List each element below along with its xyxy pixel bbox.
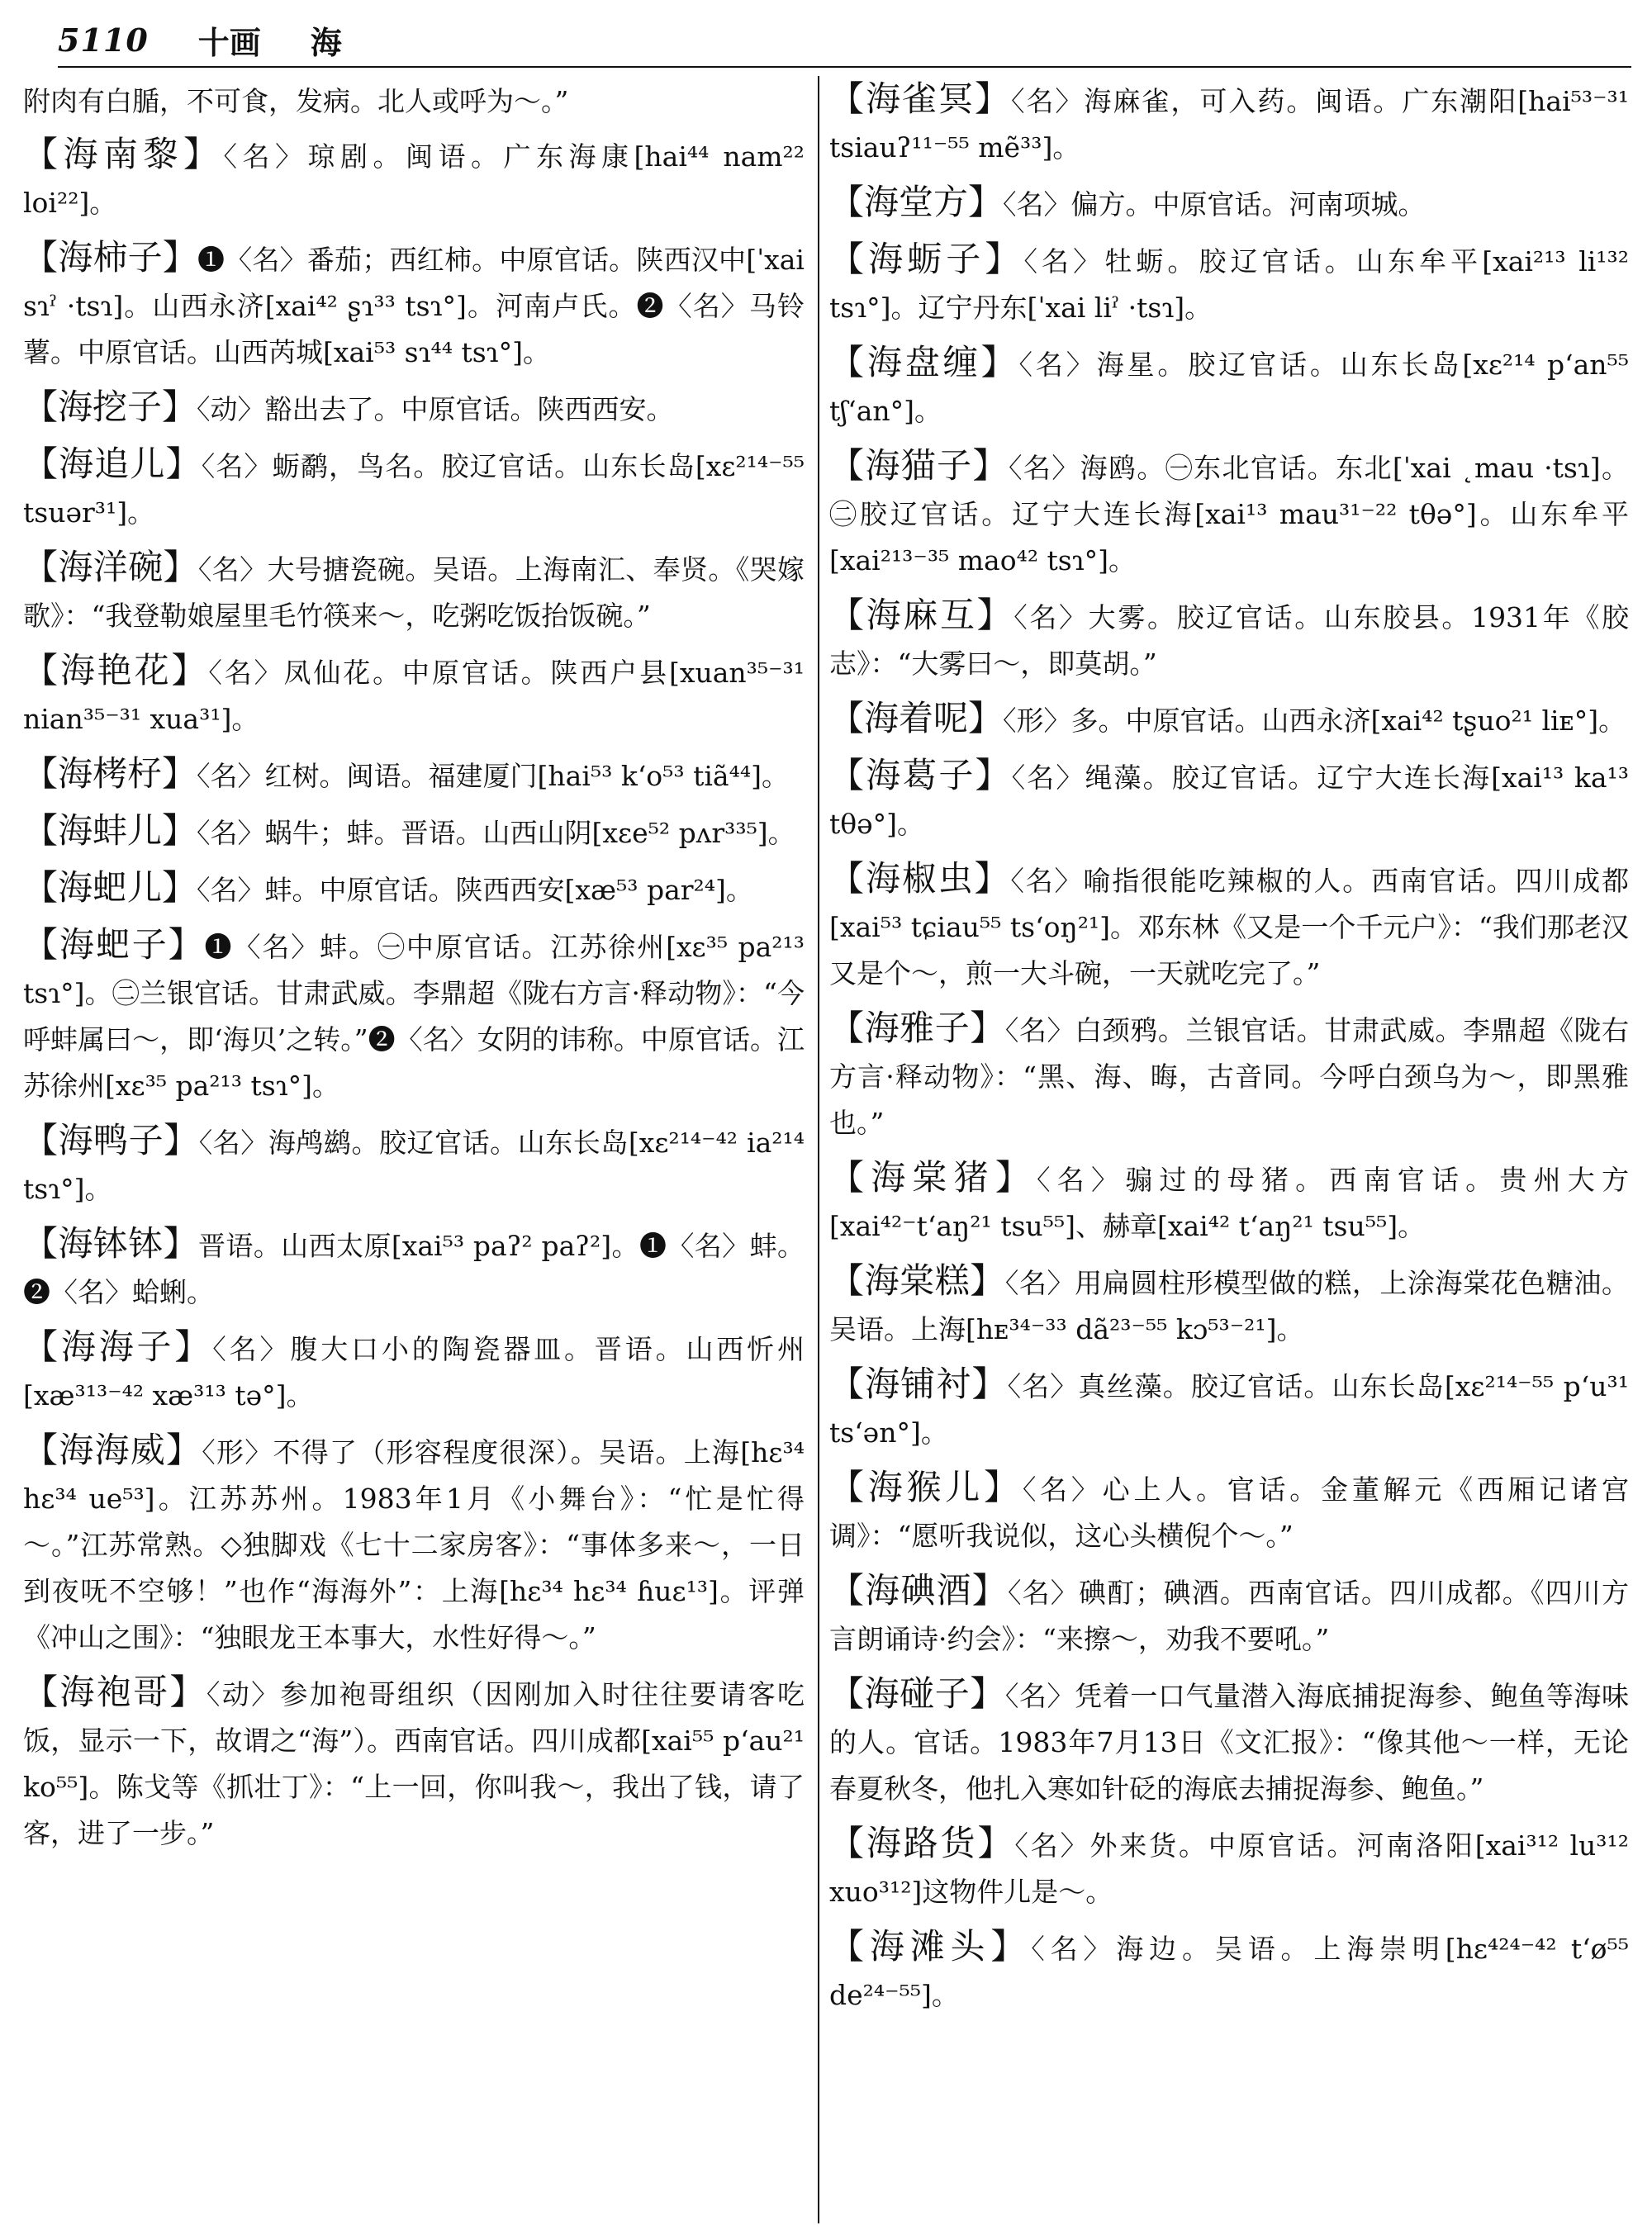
entry-headword: 【海雀冥】 (829, 78, 1011, 119)
dictionary-entry (829, 695, 1629, 744)
entry-definition: 〈名〉海鸥。㊀东北官话。东北[ˈxai ˛mau ·tsɿ]。㊁胶辽官话。辽宁大连长海[xai¹³ mau³¹⁻²² tθə°]。山东牟平[xai²¹³⁻³⁵ mao⁴² tsɿ°]。 (829, 452, 1629, 576)
entry-headword: 【海袍哥】 (23, 1672, 206, 1712)
entry-definition: ❶〈名〉番茄；西红柿。中原官话。陕西汉中[ˈxai sɿˀ ·tsɿ]。山西永济[xai⁴² ʂɿ³³ tsɿ°]。河南卢氏。❷〈名〉马铃薯。中原官话。山西芮城[xai⁵³ sɿ⁴⁴ tsɿ°]。 (23, 244, 805, 368)
entry-headword: 【海蚆子】 (23, 924, 205, 965)
entry-definition: 〈名〉凤仙花。中原官话。陕西户县[xuan³⁵⁻³¹ nian³⁵⁻³¹ xua³¹]。 (23, 657, 805, 735)
header-rule (58, 66, 1631, 68)
entry-headword: 【海葛子】 (829, 755, 1012, 795)
dictionary-entry (23, 865, 805, 913)
entry-definition: 〈名〉大雾。胶辽官话。山东胶县。1931年《胶志》：“大雾曰～，即莫胡。” (829, 601, 1629, 680)
dictionary-entry (829, 236, 1629, 331)
entry-headword: 【海海子】 (23, 1326, 213, 1367)
entry-definition: 〈动〉豁出去了。中原官话。陕西西安。 (197, 393, 674, 425)
dictionary-entry (829, 1005, 1629, 1146)
entry-definition: 〈名〉蚌。中原官话。陕西西安[xæ⁵³ par²⁴]。 (197, 874, 753, 906)
dictionary-entry (829, 1671, 1629, 1812)
entry-definition: 〈名〉大号搪瓷碗。吴语。上海南汇、奉贤。《哭嫁歌》：“我登勒娘屋里毛竹筷来～，吃粥吃饭抬饭碗。” (23, 553, 805, 632)
entry-headword: 【海追儿】 (23, 444, 202, 484)
entry-headword: 【海麻互】 (829, 595, 1014, 635)
entry-headword: 【海鸭子】 (23, 1120, 199, 1160)
entry-headword: 【海铺衬】 (829, 1364, 1008, 1404)
entry-headword: 【海栲杍】 (23, 753, 197, 794)
entry-headword: 【海蚌儿】 (23, 810, 197, 851)
entry-headword: 【海雅子】 (829, 1008, 1005, 1048)
entry-definition: 〈名〉海鸬鹚。胶辽官话。山东长岛[xɛ²¹⁴⁻⁴² ia²¹⁴ tsɿ°]。 (23, 1127, 805, 1205)
entry-definition: 〈名〉腹大口小的陶瓷器皿。晋语。山西忻州[xæ³¹³⁻⁴² xæ³¹³ tə°]。 (23, 1333, 805, 1412)
entry-definition: 〈名〉白颈鸦。兰银官话。甘肃武威。李鼎超《陇右方言·释动物》：“黑、海、晦，古音同。今呼白颈乌为～，即黑雅也。” (829, 1014, 1629, 1139)
entry-definition: 〈名〉牡蛎。胶辽官话。山东牟平[xai²¹³ li¹³² tsɿ°]。辽宁丹东[ˈxai liˀ ·tsɿ]。 (829, 245, 1629, 324)
dictionary-entry (23, 1427, 805, 1661)
dictionary-entry (23, 1669, 805, 1857)
entry-definition: ❶〈名〉蚌。㊀中原官话。江苏徐州[xɛ³⁵ pa²¹³ tsɿ°]。㊁兰银官话。甘肃武威。李鼎超《陇右方言·释动物》：“今呼蚌属曰～，即‘海贝’之转。”❷〈名〉女阴的讳称。中原官话。江苏徐州[xɛ³⁵ pa²¹³ tsɿ°]。 (23, 931, 805, 1102)
entry-definition: 〈形〉不得了（形容程度很深）。吴语。上海[hɛ³⁴ hɛ³⁴ ue⁵³]。江苏苏州。1983年1月《小舞台》：“忙是忙得～。”江苏常熟。◇独脚戏《七十二家房客》：“事体多来～，一日到夜呒不空够！”也作“海海外”：上海[hɛ³⁴ hɛ³⁴ ɦuɛ¹³]。评弹《冲山之围》：“独眼龙王本事大，水性好得～。” (23, 1436, 805, 1654)
dictionary-entry (23, 1221, 805, 1316)
dictionary-entry (23, 544, 805, 639)
entry-headword: 【海猴儿】 (829, 1467, 1023, 1507)
entry-headword: 【海着呢】 (829, 698, 1004, 738)
entry-definition: 晋语。山西太原[xai⁵³ paʔ² paʔ²]。❶〈名〉蚌。❷〈名〉蛤蜊。 (23, 1230, 805, 1308)
header-character: 海 (310, 23, 342, 61)
entry-definition: 〈名〉骟过的母猪。西南官话。贵州大方[xai⁴²⁻tʻaŋ²¹ tsu⁵⁵]、赫章[xai⁴² tʻaŋ²¹ tsu⁵⁵]。 (829, 1164, 1629, 1242)
page-number: 5110 (58, 21, 149, 59)
entry-definition: 〈名〉海星。胶辽官话。山东长岛[xɛ²¹⁴ pʻan⁵⁵ tʃʻan°]。 (829, 349, 1629, 427)
entry-headword: 【海洋碗】 (23, 547, 198, 587)
dictionary-entry (23, 1117, 805, 1212)
dictionary-entry (23, 441, 805, 536)
entry-headword: 【海蛎子】 (829, 239, 1024, 279)
entry-headword: 【海盘缠】 (829, 342, 1019, 382)
dictionary-entry (829, 856, 1629, 997)
entry-definition: 〈名〉红树。闽语。福建厦门[hai⁵³ kʻo⁵³ tiã⁴⁴]。 (197, 760, 789, 792)
entry-definition: 〈名〉琼剧。闽语。广东海康[hai⁴⁴ nam²² loi²²]。 (23, 140, 805, 219)
entry-headword: 【海滩头】 (829, 1926, 1032, 1967)
left-column (23, 76, 805, 2223)
entry-headword: 【海南黎】 (23, 134, 224, 174)
dictionary-entry (829, 1568, 1629, 1663)
dictionary-entry (829, 592, 1629, 687)
entry-definition: 〈动〉参加袍哥组织（因刚加入时往往要请客吃饭，显示一下，故谓之“海”）。西南官话。四川成都[xai⁵⁵ pʻau²¹ ko⁵⁵]。陈戈等《抓壮丁》：“上一回，你叫我～，我出了钱，请了客，进了一步。” (23, 1678, 805, 1849)
entry-headword: 【海海威】 (23, 1430, 202, 1470)
entry-definition: 〈名〉喻指很能吃辣椒的人。西南官话。四川成都[xai⁵³ tɕiau⁵⁵ tsʻoŋ²¹]。邓东林《又是一个千元户》：“我们那老汉又是个～，煎一大斗碗，一天就吃完了。” (829, 865, 1629, 989)
entry-definition: 附肉有白腯，不可食，发病。北人或呼为～。” (23, 85, 569, 117)
entry-definition: 〈名〉碘酊；碘酒。西南官话。四川成都。《四川方言朗诵诗·约会》：“来擦～，劝我不要吼。” (829, 1577, 1629, 1655)
column-divider (818, 76, 819, 2223)
dictionary-entry (829, 752, 1629, 847)
entry-definition: 〈名〉真丝藻。胶辽官话。山东长岛[xɛ²¹⁴⁻⁵⁵ pʻu³¹ tsʻən°]。 (829, 1370, 1629, 1449)
dictionary-entry (23, 131, 805, 226)
entry-definition: 〈名〉海边。吴语。上海崇明[hɛ⁴²⁴⁻⁴² tʻø⁵⁵ de²⁴⁻⁵⁵]。 (829, 1933, 1629, 2011)
dictionary-entry (23, 751, 805, 799)
dictionary-entry (829, 339, 1629, 434)
entry-headword: 【海椒虫】 (829, 858, 1011, 899)
entry-headword: 【海碘酒】 (829, 1570, 1008, 1611)
entry-headword: 【海艳花】 (23, 650, 209, 690)
dictionary-entry (23, 235, 805, 376)
dictionary-entry (23, 808, 805, 856)
entry-headword: 【海堂方】 (829, 182, 1004, 222)
entry-definition: 〈名〉外来货。中原官话。河南洛阳[xai³¹² lu³¹² xuo³¹²]这物件儿是～。 (829, 1829, 1629, 1908)
dictionary-entry (829, 1924, 1629, 2019)
dictionary-entry (23, 922, 805, 1109)
entry-definition: 〈名〉凭着一口气量潜入海底捕捉海参、鲍鱼等海味的人。官话。1983年7月13日《文汇报》：“像其他～一样，无论春夏秋冬，他扎入寒如针砭的海底去捕捉海参、鲍鱼。” (829, 1680, 1629, 1805)
entry-definition: 〈名〉用扁圆柱形模型做的糕，上涂海棠花色糖油。吴语。上海[hᴇ³⁴⁻³³ dã²³⁻⁵⁵ kɔ⁵³⁻²¹]。 (829, 1267, 1629, 1345)
dictionary-entry (23, 1324, 805, 1419)
right-column (829, 76, 1629, 2223)
dictionary-entry (829, 1464, 1629, 1559)
entry-headword: 【海柿子】 (23, 237, 198, 278)
dictionary-entry (829, 1155, 1629, 1250)
dictionary-entry (829, 443, 1629, 584)
entry-headword: 【海挖子】 (23, 387, 197, 427)
dictionary-entry (829, 179, 1629, 228)
entry-definition: 〈名〉蛎鹬，鸟名。胶辽官话。山东长岛[xɛ²¹⁴⁻⁵⁵ tsuər³¹]。 (23, 450, 805, 529)
dictionary-entry (829, 1258, 1629, 1353)
dictionary-entry (23, 648, 805, 743)
entry-definition: 〈名〉蜗牛；蚌。晋语。山西山阴[xɛe⁵² pʌr³³⁵]。 (197, 817, 795, 849)
page-header (58, 15, 1627, 64)
entry-definition: 〈名〉绳藻。胶辽官话。辽宁大连长海[xai¹³ ka¹³ tθə°]。 (829, 762, 1629, 840)
dictionary-entry (23, 76, 805, 125)
dictionary-entry (829, 1820, 1629, 1915)
entry-definition: 〈名〉海麻雀，可入药。闽语。广东潮阳[hai⁵³⁻³¹ tsiauʔ¹¹⁻⁵⁵ mẽ³³]。 (829, 85, 1629, 164)
dictionary-entry (829, 76, 1629, 171)
entry-definition: 〈名〉偏方。中原官话。河南项城。 (1003, 188, 1426, 221)
entry-definition: 〈名〉心上人。官话。金董解元《西厢记诸宫调》：“愿听我说似，这心头横倪个～。” (829, 1473, 1629, 1552)
entry-headword: 【海碰子】 (829, 1673, 1005, 1714)
entry-definition: 〈形〉多。中原官话。山西永济[xai⁴² tʂuo²¹ liᴇ°]。 (1003, 705, 1626, 737)
entry-headword: 【海猫子】 (829, 445, 1009, 486)
dictionary-entry (23, 384, 805, 433)
entry-headword: 【海钵钵】 (23, 1223, 199, 1264)
entry-headword: 【海蚆儿】 (23, 867, 197, 908)
entry-headword: 【海棠糕】 (829, 1260, 1005, 1301)
section-label: 十画 (197, 23, 261, 61)
entry-headword: 【海棠猪】 (829, 1157, 1037, 1198)
entry-headword: 【海路货】 (829, 1823, 1015, 1863)
dictionary-entry (829, 1361, 1629, 1456)
